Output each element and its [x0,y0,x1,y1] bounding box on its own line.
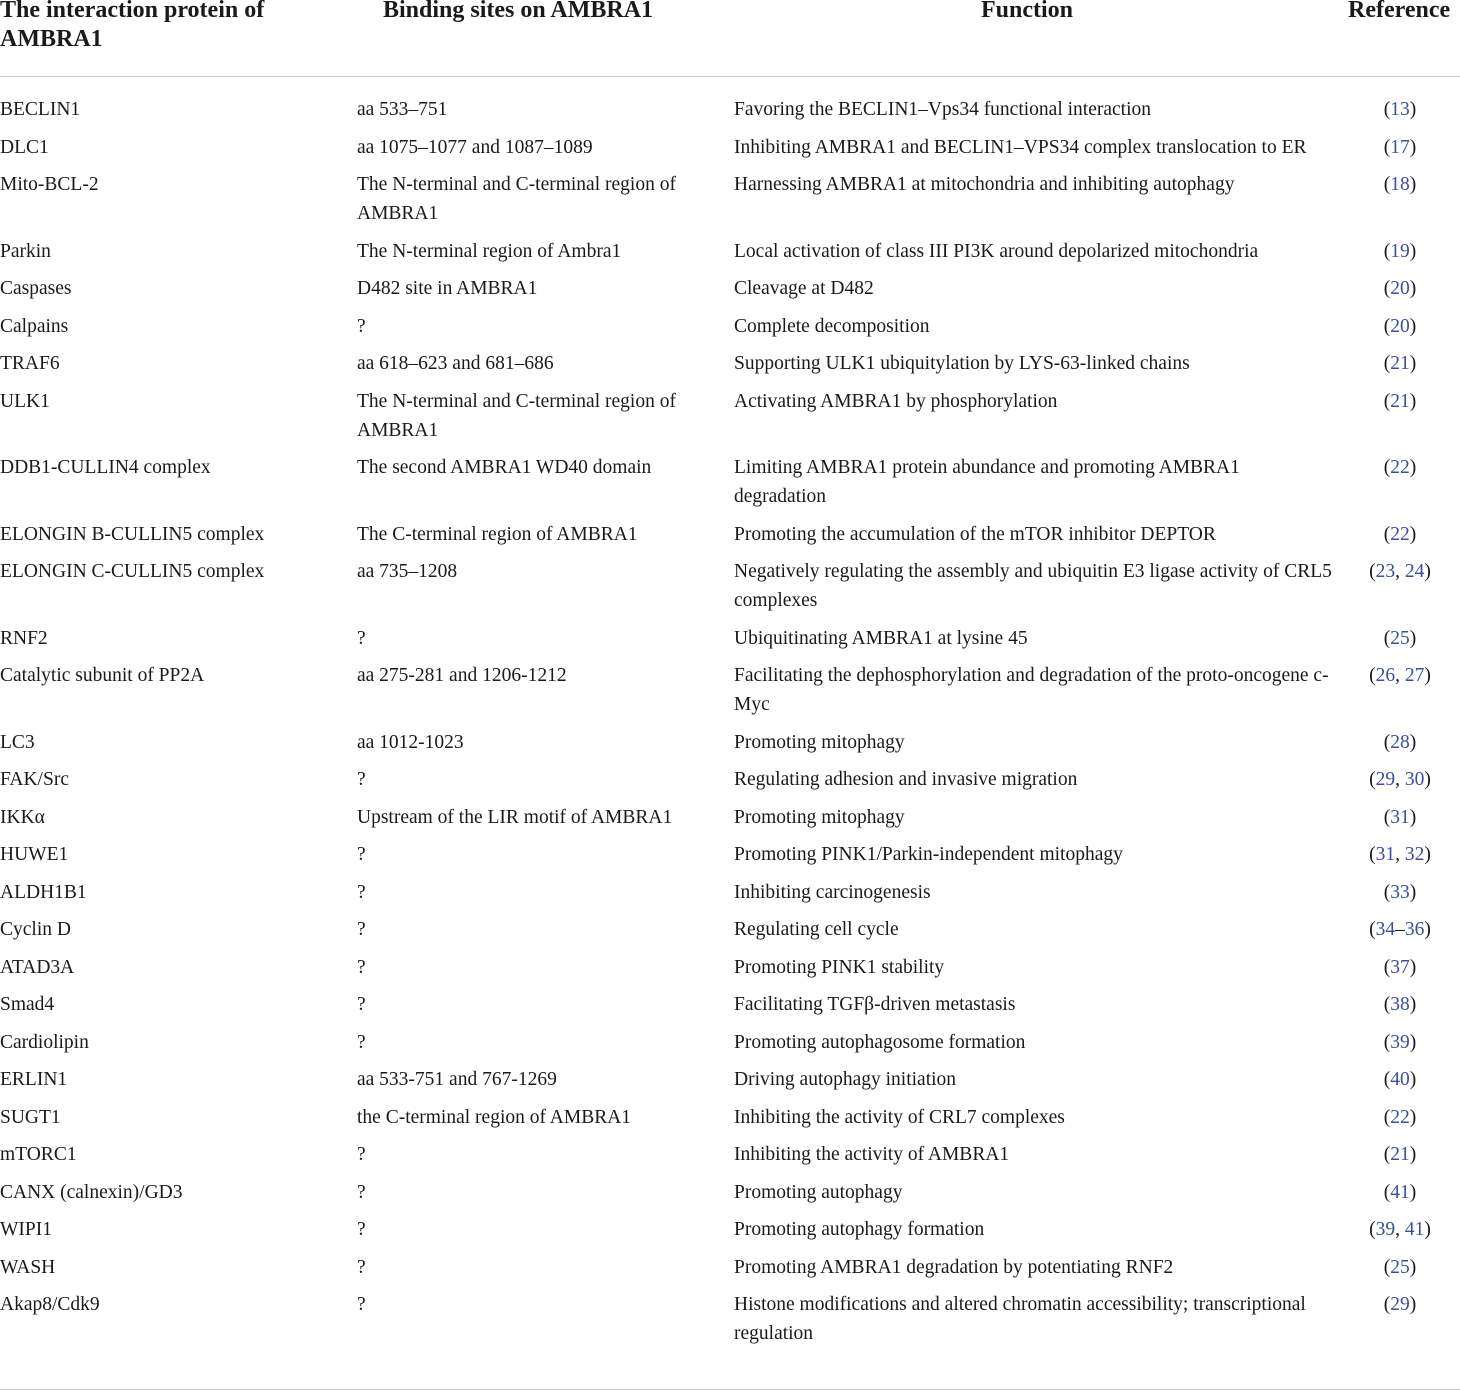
table-row [0,840,1460,878]
binding-site-cell: ? [357,1256,366,1278]
protein-cell: ERLIN1 [0,1069,68,1090]
binding-site-cell: The N-terminal and C-terminal region of AMBRA1 [357,174,676,224]
protein-cell: BECLIN1 [0,99,81,120]
reference-cell: (37) [1383,956,1417,978]
table-row [0,453,1460,520]
protein-cell: Parkin [0,240,51,262]
protein-cell: FAK/Src [0,769,69,790]
reference-cell: (29, 30) [1369,769,1431,790]
protein-cell: Cardiolipin [0,1031,89,1053]
function-cell: Inhibiting the activity of CRL7 complexes [734,1106,1065,1128]
reference-cell: (41) [1383,1181,1417,1203]
binding-site-cell: D482 site in AMBRA1 [357,278,538,299]
table-row [0,1065,1460,1103]
reference-link[interactable]: 27 [1404,665,1425,686]
reference-cell: (23, 24) [1369,561,1431,582]
reference-link[interactable]: 17 [1390,136,1410,158]
reference-cell: (21) [1383,390,1417,412]
function-cell: Histone modifications and altered chromatin accessibility; transcriptional regulation [734,1294,1306,1344]
reference-cell: (26, 27) [1369,665,1431,686]
protein-cell: WIPI1 [0,1219,52,1240]
reference-cell: (13) [1383,99,1417,120]
header-reference: Reference [1348,0,1451,23]
function-cell: Promoting PINK1 stability [734,956,945,978]
reference-cell: (25) [1383,627,1417,649]
reference-cell: (28) [1383,731,1417,753]
function-cell: Favoring the BECLIN1–Vps34 functional interaction [734,99,1152,120]
table-bottom-rule [0,1389,1460,1390]
reference-link[interactable]: 36 [1404,919,1425,940]
binding-site-cell: The second AMBRA1 WD40 domain [357,457,652,478]
protein-cell: ELONGIN B-CULLIN5 complex [0,523,265,545]
header-function: Function [981,0,1074,23]
binding-site-cell: The C-terminal region of AMBRA1 [357,523,638,545]
function-cell: Driving autophagy initiation [734,1069,957,1090]
protein-cell: Catalytic subunit of PP2A [0,665,205,686]
table-row [0,990,1460,1028]
binding-site-cell: ? [357,627,366,649]
reference-link[interactable]: 38 [1390,994,1410,1015]
reference-cell: (31) [1383,806,1417,828]
function-cell: Promoting mitophagy [734,731,905,753]
function-cell: Harnessing AMBRA1 at mitochondria and inhibiting autophagy [734,174,1235,195]
function-cell: Ubiquitinating AMBRA1 at lysine 45 [734,627,1028,649]
reference-link[interactable]: 33 [1390,881,1410,903]
binding-site-cell: ? [357,1031,366,1053]
binding-site-cell: ? [357,994,366,1015]
table-row [0,661,1460,728]
protein-cell: ULK1 [0,390,50,412]
reference-cell: (17) [1383,136,1417,158]
reference-link[interactable]: 22 [1390,457,1410,478]
reference-cell: (39, 41) [1369,1219,1431,1240]
function-cell: Cleavage at D482 [734,278,874,299]
reference-link[interactable]: 20 [1390,315,1410,337]
binding-site-cell: ? [357,919,366,940]
binding-site-cell: aa 618–623 and 681–686 [357,353,554,374]
binding-site-cell: aa 735–1208 [357,561,458,582]
table-header [0,0,1460,77]
reference-link[interactable]: 25 [1390,627,1410,649]
reference-cell: (34–36) [1369,919,1431,940]
reference-link[interactable]: 39 [1390,1031,1410,1053]
table-row [0,953,1460,991]
reference-link[interactable]: 41 [1390,1181,1410,1203]
reference-link[interactable]: 24 [1404,561,1425,582]
function-cell: Inhibiting carcinogenesis [734,881,931,903]
table-row [0,237,1460,275]
protein-cell: IKKα [0,806,45,828]
table-row [0,1028,1460,1066]
protein-cell: RNF2 [0,627,48,649]
table-row [0,133,1460,171]
reference-link[interactable]: 34 [1375,919,1396,940]
reference-link[interactable]: 21 [1390,353,1410,374]
header-protein: The interaction protein of AMBRA1 [0,0,265,52]
reference-link[interactable]: 41 [1404,1219,1425,1240]
reference-link[interactable]: 19 [1390,240,1410,262]
function-cell: Limiting AMBRA1 protein abundance and promoting AMBRA1 degradation [734,457,1240,507]
table-row [0,349,1460,387]
table-row [0,170,1460,237]
reference-link[interactable]: 39 [1375,1219,1396,1240]
reference-link[interactable]: 22 [1390,1106,1410,1128]
function-cell: Promoting mitophagy [734,806,905,828]
reference-cell: (33) [1383,881,1417,903]
function-cell: Promoting autophagy [734,1181,903,1203]
table-row [0,765,1460,803]
binding-site-cell: ? [357,1181,366,1203]
table-row [0,387,1460,454]
protein-cell: WASH [0,1256,56,1278]
table-row [0,728,1460,766]
function-cell: Facilitating TGFβ-driven metastasis [734,994,1016,1015]
table-row [0,624,1460,662]
reference-cell: (20) [1383,315,1417,337]
binding-site-cell: Upstream of the LIR motif of AMBRA1 [357,806,673,828]
binding-site-cell: aa 1075–1077 and 1087–1089 [357,136,593,158]
function-cell: Supporting ULK1 ubiquitylation by LYS-63-linked chains [734,353,1190,374]
protein-cell: Smad4 [0,994,55,1015]
binding-site-cell: ? [357,1219,366,1240]
table-row [0,274,1460,312]
table-row [0,1140,1460,1178]
protein-cell: Caspases [0,278,72,299]
table-row [0,1253,1460,1291]
reference-cell: (19) [1383,240,1417,262]
table-row [0,520,1460,558]
reference-link[interactable]: 32 [1404,844,1425,865]
function-cell: Promoting autophagy formation [734,1219,985,1240]
reference-link[interactable]: 31 [1375,844,1396,865]
binding-site-cell: ? [357,769,366,790]
reference-link[interactable]: 40 [1390,1069,1410,1090]
reference-link[interactable]: 31 [1390,806,1410,828]
reference-cell: (38) [1383,994,1417,1015]
function-cell: Promoting PINK1/Parkin-independent mitophagy [734,844,1123,865]
protein-cell: ELONGIN C-CULLIN5 complex [0,561,265,582]
table-row [0,95,1460,133]
reference-link[interactable]: 25 [1390,1256,1410,1278]
binding-site-cell: ? [357,315,366,337]
function-cell: Negatively regulating the assembly and ubiquitin E3 ligase activity of CRL5 complexes [734,561,1332,611]
reference-link[interactable]: 20 [1390,278,1410,299]
protein-cell: Calpains [0,315,69,337]
function-cell: Activating AMBRA1 by phosphorylation [734,390,1058,412]
reference-link[interactable]: 18 [1390,174,1410,195]
reference-cell: (21) [1383,353,1417,374]
protein-cell: LC3 [0,731,35,753]
binding-site-cell: ? [357,844,366,865]
protein-cell: Akap8/Cdk9 [0,1294,100,1315]
protein-cell: CANX (calnexin)/GD3 [0,1181,183,1203]
binding-site-cell: aa 1012-1023 [357,731,464,753]
reference-link[interactable]: 29 [1375,769,1396,790]
function-cell: Promoting the accumulation of the mTOR inhibitor DEPTOR [734,523,1216,545]
reference-cell: (18) [1383,174,1417,195]
protein-cell: Cyclin D [0,919,71,940]
table-row [0,1215,1460,1253]
protein-cell: Mito-BCL-2 [0,174,99,195]
function-cell: Promoting autophagosome formation [734,1031,1026,1053]
protein-cell: ATAD3A [0,956,75,978]
function-cell: Regulating adhesion and invasive migration [734,769,1078,790]
protein-cell: DLC1 [0,136,49,158]
function-cell: Promoting AMBRA1 degradation by potentiating RNF2 [734,1256,1174,1278]
header-binding-sites: Binding sites on AMBRA1 [383,0,654,23]
binding-site-cell: ? [357,1144,366,1165]
protein-cell: TRAF6 [0,353,60,374]
binding-site-cell: the C-terminal region of AMBRA1 [357,1106,632,1128]
reference-cell: (21) [1383,1144,1417,1165]
protein-cell: ALDH1B1 [0,881,87,903]
function-cell: Inhibiting AMBRA1 and BECLIN1–VPS34 complex translocation to ER [734,136,1307,158]
binding-site-cell: The N-terminal and C-terminal region of AMBRA1 [357,390,676,441]
protein-cell: DDB1-CULLIN4 complex [0,457,211,478]
function-cell: Facilitating the dephosphorylation and degradation of the proto-oncogene c-Myc [734,665,1329,715]
reference-cell: (29) [1383,1294,1417,1315]
reference-link[interactable]: 21 [1390,1144,1410,1165]
reference-cell: (31, 32) [1369,844,1431,865]
function-cell: Inhibiting the activity of AMBRA1 [734,1144,1010,1165]
protein-cell: SUGT1 [0,1106,61,1128]
reference-link[interactable]: 37 [1390,956,1410,978]
protein-cell: HUWE1 [0,844,69,865]
reference-cell: (39) [1383,1031,1417,1053]
reference-link[interactable]: 21 [1390,390,1410,412]
reference-link[interactable]: 26 [1375,665,1396,686]
reference-cell: (22) [1383,457,1417,478]
table-row [0,1178,1460,1216]
table-row [0,1103,1460,1141]
table-row [0,915,1460,953]
reference-cell: (22) [1383,1106,1417,1128]
table-row [0,1290,1460,1357]
binding-site-cell: ? [357,881,366,903]
binding-site-cell: The N-terminal region of Ambra1 [357,240,622,262]
binding-site-cell: aa 533-751 and 767-1269 [357,1069,557,1090]
table-body [0,77,1460,1357]
binding-site-cell: aa 533–751 [357,99,448,120]
reference-link[interactable]: 30 [1404,769,1425,790]
table-row [0,803,1460,841]
protein-cell: mTORC1 [0,1144,77,1165]
binding-site-cell: ? [357,956,366,978]
table-row [0,878,1460,916]
reference-cell: (20) [1383,278,1417,299]
reference-link[interactable]: 23 [1375,561,1396,582]
reference-link[interactable]: 13 [1390,99,1410,120]
binding-site-cell: ? [357,1294,366,1315]
reference-cell: (40) [1383,1069,1417,1090]
reference-cell: (25) [1383,1256,1417,1278]
reference-link[interactable]: 22 [1390,523,1410,545]
binding-site-cell: aa 275-281 and 1206-1212 [357,665,567,686]
function-cell: Local activation of class III PI3K around depolarized mitochondria [734,240,1259,262]
reference-link[interactable]: 29 [1390,1294,1410,1315]
reference-link[interactable]: 28 [1390,731,1410,753]
table-row [0,557,1460,624]
reference-cell: (22) [1383,523,1417,545]
function-cell: Complete decomposition [734,315,930,337]
function-cell: Regulating cell cycle [734,919,899,940]
table-row [0,312,1460,350]
